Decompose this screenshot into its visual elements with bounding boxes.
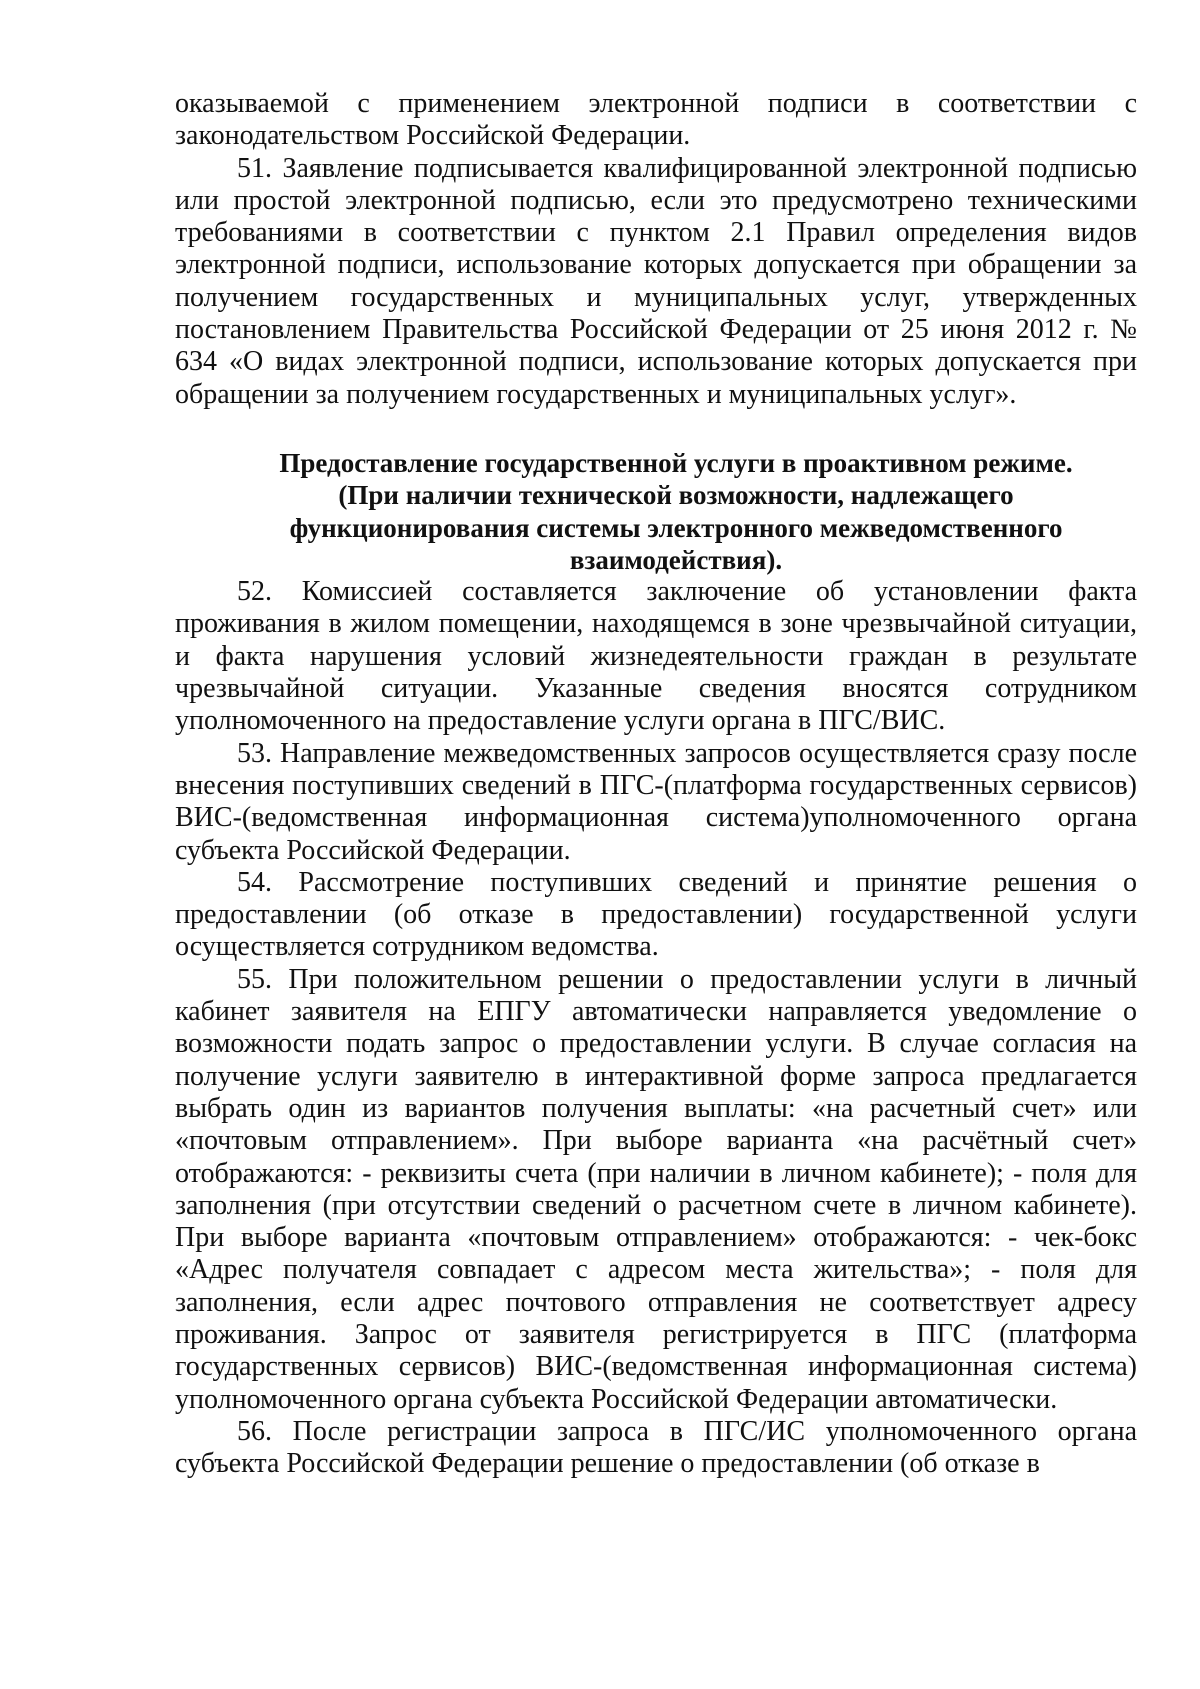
paragraph-56: 56. После регистрации запроса в ПГС/ИС уполномоченного органа субъекта Российской Федерации решение о предоставлении (об отказе в [175,1415,1137,1480]
section-heading [175,447,1137,576]
paragraph-53: 53. Направление межведомственных запросов осуществляется сразу после внесения поступивших сведений в ПГС-(платформа государственных сервисов) ВИС-(ведомственная информационная система)уполномоченного органа субъекта Российской Федерации. [175,737,1137,866]
paragraph-55: 55. При положительном решении о предоставлении услуги в личный кабинет заявителя на ЕПГУ автоматически направляется уведомление о возможности подать запрос о предоставлении услуги. В случае согласия на получение услуги заявителю в интерактивной форме запроса предлагается выбрать один из вариантов получения выплаты: «на расчетный счет» или «почтовым отправлением». При выборе варианта «на расчётный счет» отображаются: - реквизиты счета (при наличии в личном кабинете); - поля для заполнения (при отсутствии сведений о расчетном счете в личном кабинете). При выборе варианта «почтовым отправлением» отображаются: - чек-бокс «Адрес получателя совпадает с адресом места жительства»; - поля для заполнения, если адрес почтового отправления не соответствует адресу проживания. Запрос от заявителя регистрируется в ПГС (платформа государственных сервисов) ВИС-(ведомственная информационная система) уполномоченного органа субъекта Российской Федерации автоматически. [175,963,1137,1415]
paragraph-52: 52. Комиссией составляется заключение об установлении факта проживания в жилом помещении, находящемся в зоне чрезвычайной ситуации, и факта нарушения условий жизнедеятельности граждан в результате чрезвычайной ситуации. Указанные сведения вносятся сотрудником уполномоченного на предоставление услуги органа в ПГС/ВИС. [175,576,1137,737]
section-heading-line-3: функционирования системы электронного межведомственного [289,512,1063,543]
paragraph-51: 51. Заявление подписывается квалифицированной электронной подписью или простой электронной подписью, если это предусмотрено техническими требованиями в соответствии с пунктом 2.1 Правил определения видов электронной подписи, использование которых допускается при обращении за получением государственных и муниципальных услуг, утвержденных постановлением Правительства Российской Федерации от 25 июня 2012 г. № 634 «О видах электронной подписи, использование которых допускается при обращении за получением государственных и муниципальных услуг». [175,152,1137,410]
paragraph-54: 54. Рассмотрение поступивших сведений и принятие решения о предоставлении (об отказе в предоставлении) государственной услуги осуществляется сотрудником ведомства. [175,866,1137,963]
document-page [175,88,1137,1480]
paragraph-50-continuation: оказываемой с применением электронной подписи в соответствии с законодательством Российской Федерации. [175,88,1137,152]
section-heading-line-2: (При наличии технической возможности, надлежащего [338,480,1014,511]
section-heading-line-4: взаимодействия). [569,544,783,575]
section-heading-line-1: Предоставление государственной услуги в проактивном режиме. [279,447,1073,478]
